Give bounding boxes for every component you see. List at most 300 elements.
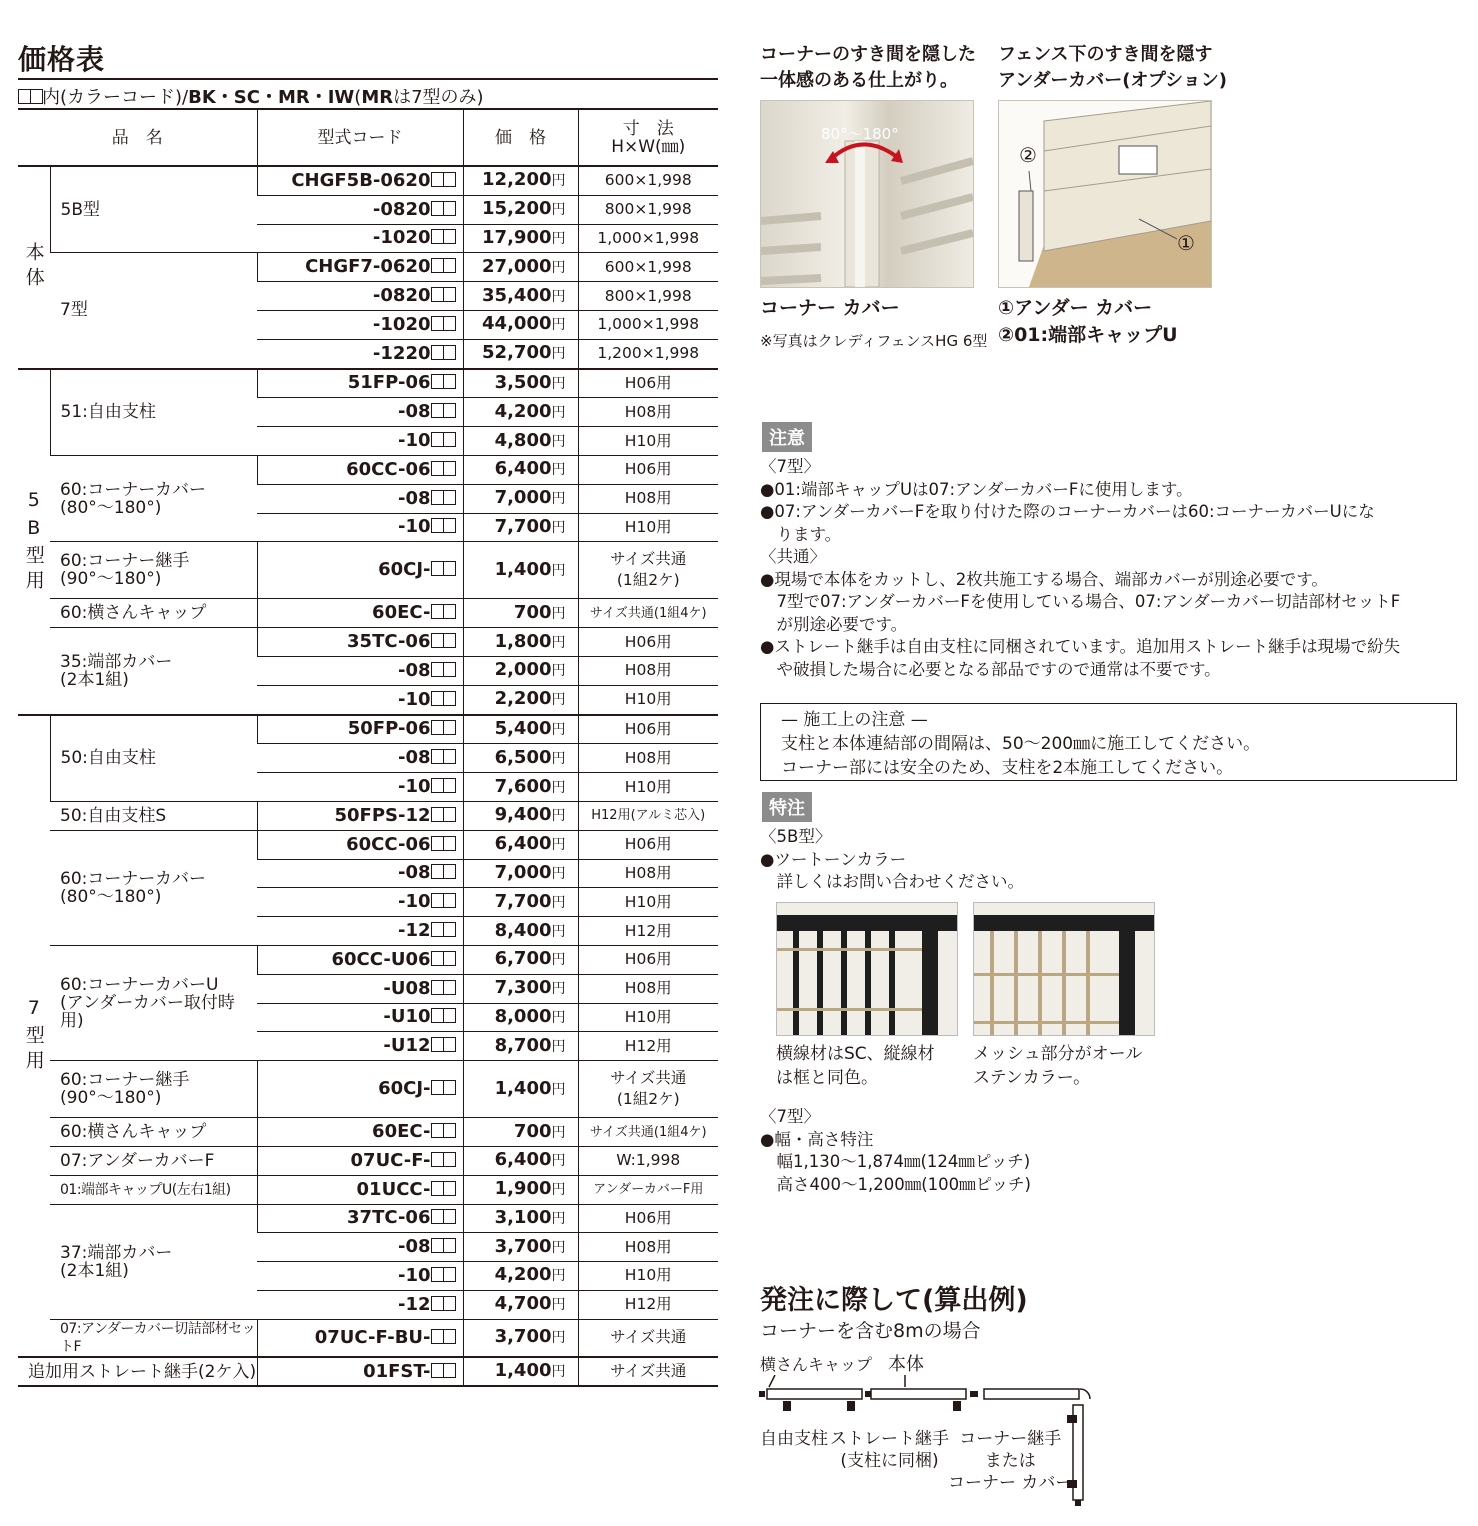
model-code [257, 685, 463, 714]
price-value: 3,700 [494, 1326, 552, 1348]
color-box-icon [443, 893, 456, 908]
photo2-caption: フェンス下のすき間を隠す アンダーカバー(オプション) [998, 44, 1228, 91]
price-cell [463, 888, 578, 917]
price-value: 4,200 [494, 1264, 552, 1286]
model-code [257, 339, 463, 368]
two-tone-photo-b [973, 902, 1155, 1036]
model-code [257, 1003, 463, 1032]
model-code-text: -08 [397, 747, 431, 769]
model-code-text: 50FP-06 [347, 718, 431, 740]
yen-unit: 円 [551, 1081, 566, 1098]
product-name: 37:端部カバー (2本1組) [50, 1204, 257, 1319]
price-value: 3,700 [494, 1235, 552, 1257]
table-row [18, 455, 718, 484]
model-code-text: -10 [397, 1264, 431, 1286]
price-cell [463, 1204, 578, 1233]
price-value: 700 [513, 1120, 552, 1142]
price-cell [463, 656, 578, 685]
model-code-text: -12 [397, 1293, 431, 1315]
price-cell [463, 339, 578, 368]
model-code [257, 945, 463, 974]
color-box-icon [443, 201, 456, 216]
dimension-cell: H08用 [578, 744, 718, 773]
dimension-cell: サイズ共通 [578, 1357, 718, 1387]
dimension-cell: サイズ共通(1組4ケ) [578, 599, 718, 628]
product-name: 5B型 [50, 166, 257, 253]
color-box-icon [443, 1037, 456, 1052]
color-box-icon [443, 749, 456, 764]
dimension-cell: H10用 [578, 1262, 718, 1291]
table-row [18, 801, 718, 830]
color-box-icon [443, 604, 456, 619]
model-code-text: -0820 [372, 285, 431, 307]
caution-text: 〈7型〉 ●01:端部キャップUは07:アンダーカバーFに使用します。 ●07:アンダーカバーFを取り付けた際のコーナーカバーは60:コーナーカバーUにな ります。 〈共通〉 ●現場で本体をカットし、2枚共施工する場合、端部カバーが別途必要です。 7型で07:アンダーカバーFを使用している場合、07:アンダーカバー切詰部材セットF が別途必要です。 ●ストレート継手は自由支柱に同梱されています。追加用ストレート継手は現場で紛失 や破損した場合に必要となる部品ですので通常は不要です。 [760, 457, 1401, 679]
price-cell [463, 484, 578, 513]
price-cell [463, 310, 578, 339]
yen-unit: 円 [551, 692, 566, 709]
table-header-row [18, 109, 718, 166]
price-cell [463, 830, 578, 859]
price-value: 3,100 [494, 1206, 552, 1228]
model-code [257, 282, 463, 311]
price-value: 6,500 [494, 746, 552, 768]
price-cell [463, 542, 578, 599]
model-code-text: -U08 [383, 977, 431, 999]
color-box-icon [443, 461, 456, 476]
header-price: 価 格 [463, 109, 578, 166]
yen-unit: 円 [551, 1297, 566, 1314]
color-box-icon [443, 345, 456, 360]
fence-sample-a-illustration [777, 903, 957, 1035]
photo1-note: ※写真はクレディフェンスHG 6型 [760, 332, 988, 350]
model-code-text: 07UC-F-BU- [314, 1326, 431, 1348]
price-value: 52,700 [482, 342, 552, 364]
dimension-cell: H06用 [578, 455, 718, 484]
model-code [257, 455, 463, 484]
price-cell [463, 1319, 578, 1357]
model-code [257, 599, 463, 628]
dimension-cell: 1,000×1,998 [578, 310, 718, 339]
dimension-cell: H10用 [578, 513, 718, 542]
corner-cover-photo [760, 100, 974, 288]
order-title: 発注に際して(算出例) [760, 1285, 1028, 1316]
model-code [257, 1061, 463, 1118]
dimension-cell: H08用 [578, 974, 718, 1003]
price-value: 6,400 [494, 1149, 552, 1171]
model-code-text: -10 [397, 688, 431, 710]
model-code [257, 1233, 463, 1262]
color-box-icon [443, 172, 456, 187]
dimension-cell: サイズ共通 (1組2ケ) [578, 1061, 718, 1118]
yen-unit: 円 [551, 923, 566, 940]
dimension-cell: H08用 [578, 484, 718, 513]
header-name: 品 名 [18, 109, 257, 166]
dimension-cell: 800×1,998 [578, 195, 718, 224]
category-cell: 7型用 [18, 715, 50, 1357]
category-cell: 5B型用 [18, 369, 50, 715]
dimension-cell: H06用 [578, 945, 718, 974]
price-value: 8,400 [494, 919, 552, 941]
special-tag: 特注 [762, 792, 812, 822]
yen-unit: 円 [551, 562, 566, 579]
model-code-text: 35TC-06 [347, 631, 431, 653]
model-code [257, 398, 463, 427]
price-cell [463, 945, 578, 974]
model-code [257, 917, 463, 946]
model-code [257, 1319, 463, 1357]
price-value: 5,400 [494, 717, 552, 739]
title-rule [18, 78, 718, 80]
color-box-icon [443, 258, 456, 273]
dimension-cell: H06用 [578, 715, 718, 744]
price-value: 7,700 [494, 890, 552, 912]
color-box-icon [443, 316, 456, 331]
model-code [257, 1118, 463, 1147]
construction-note-title: — 施工上の注意 — [781, 710, 928, 730]
photo1-caption: コーナーのすき間を隠した 一体感のある仕上がり。 [760, 44, 976, 91]
price-value: 4,700 [494, 1293, 552, 1315]
color-box-icon [443, 922, 456, 937]
color-box-icon [443, 403, 456, 418]
model-code-text: CHGF5B-0620 [291, 169, 431, 191]
product-name: 01:端部キャップU(左右1組) [50, 1175, 257, 1204]
dimension-cell: 800×1,998 [578, 282, 718, 311]
model-code-text: 60EC- [372, 602, 431, 624]
yen-unit: 円 [551, 1239, 566, 1256]
price-cell [463, 1357, 578, 1387]
label-corner: コーナー継手 または コーナー カバー [948, 1429, 1073, 1493]
model-code [257, 224, 463, 253]
model-code [257, 974, 463, 1003]
price-cell [463, 773, 578, 802]
model-code [257, 801, 463, 830]
price-value: 1,800 [494, 630, 552, 652]
model-code [257, 1290, 463, 1319]
yen-unit: 円 [551, 404, 566, 421]
dimension-cell: H10用 [578, 773, 718, 802]
table-row [18, 542, 718, 599]
model-code-text: -1220 [372, 342, 431, 364]
color-box-icon [443, 1363, 456, 1378]
price-value: 4,200 [494, 400, 552, 422]
color-box-icon [443, 691, 456, 706]
price-cell [463, 1003, 578, 1032]
table-row [18, 945, 718, 974]
model-code-text: -1020 [372, 313, 431, 335]
model-code-text: 60EC- [372, 1121, 431, 1142]
price-cell [463, 685, 578, 714]
table-row [18, 1204, 718, 1233]
price-value: 1,400 [494, 1077, 552, 1099]
fence-sample-b-illustration [974, 903, 1154, 1035]
yen-unit: 円 [551, 491, 566, 508]
special-text: 〈5B型〉 ●ツートーンカラー 詳しくはお問い合わせください。 [760, 827, 1024, 891]
yen-unit: 円 [551, 634, 566, 651]
color-box-icon [443, 518, 456, 533]
yen-unit: 円 [551, 865, 566, 882]
model-code-text: -08 [397, 487, 431, 509]
model-code-text: -U10 [383, 1006, 431, 1028]
model-code [257, 1146, 463, 1175]
table-row [18, 599, 718, 628]
product-name: 7型 [50, 253, 257, 369]
color-code-note: 内(カラーコード)/BK・SC・MR・IW(MRは7型のみ) [18, 83, 484, 109]
table-row [18, 1357, 718, 1387]
yen-unit: 円 [551, 779, 566, 796]
category-cell: 本体 [18, 166, 50, 369]
model-code [257, 1262, 463, 1291]
price-value: 4,800 [494, 429, 552, 451]
model-code-text: 51FP-06 [347, 372, 431, 394]
dimension-cell: 600×1,998 [578, 253, 718, 282]
model-code [257, 888, 463, 917]
price-value: 8,700 [494, 1034, 552, 1056]
color-box-icon [443, 951, 456, 966]
yen-unit: 円 [551, 375, 566, 392]
table-row [18, 1146, 718, 1175]
model-code [257, 628, 463, 657]
price-cell [463, 599, 578, 628]
price-cell [463, 166, 578, 195]
model-code-text: 60CJ- [378, 1078, 431, 1100]
model-code-text: -08 [397, 659, 431, 681]
table-row [18, 628, 718, 657]
model-code-text: 60CJ- [378, 559, 431, 581]
yen-unit: 円 [551, 605, 566, 622]
dimension-cell: H12用(アルミ芯入) [578, 801, 718, 830]
price-cell [463, 282, 578, 311]
color-box-icon [443, 807, 456, 822]
model-code [257, 773, 463, 802]
dimension-cell: H12用 [578, 1032, 718, 1061]
price-value: 1,400 [494, 1360, 552, 1382]
price-table [18, 108, 718, 1387]
model-code [257, 310, 463, 339]
yen-unit: 円 [551, 1124, 566, 1141]
yen-unit: 円 [551, 894, 566, 911]
price-cell [463, 1290, 578, 1319]
price-value: 15,200 [482, 198, 552, 220]
price-cell [463, 1032, 578, 1061]
table-row [18, 830, 718, 859]
yen-unit: 円 [551, 259, 566, 276]
price-value: 7,000 [494, 861, 552, 883]
dimension-cell: H06用 [578, 369, 718, 398]
price-value: 7,700 [494, 515, 552, 537]
table-row [18, 1175, 718, 1204]
construction-note-line2: コーナー部には安全のため、支柱を2本施工してください。 [781, 758, 1234, 778]
dimension-cell: サイズ共通 [578, 1319, 718, 1357]
price-value: 17,900 [482, 226, 552, 248]
color-box-icon [443, 662, 456, 677]
price-value: 700 [513, 601, 552, 623]
price-cell [463, 628, 578, 657]
price-value: 3,500 [494, 371, 552, 393]
model-code [257, 369, 463, 398]
dimension-cell: H06用 [578, 830, 718, 859]
model-code-text: -10 [397, 891, 431, 913]
dimension-cell: 1,200×1,998 [578, 339, 718, 368]
model-code [257, 253, 463, 282]
dimension-cell: H06用 [578, 1204, 718, 1233]
model-code-text: -10 [397, 430, 431, 452]
color-box-icon [443, 490, 456, 505]
photo2-label2: ②01:端部キャップU [998, 324, 1178, 346]
price-cell [463, 224, 578, 253]
color-box-icon [443, 1152, 456, 1167]
price-cell [463, 427, 578, 456]
yen-unit: 円 [551, 721, 566, 738]
color-box-icon [443, 1329, 456, 1344]
table-row [18, 1118, 718, 1147]
price-cell [463, 253, 578, 282]
label-joint: ストレート継手 (支柱に同梱) [830, 1429, 949, 1471]
label-post: 自由支柱 [760, 1429, 828, 1449]
price-value: 8,000 [494, 1005, 552, 1027]
price-cell [463, 744, 578, 773]
model-code [257, 1032, 463, 1061]
yen-unit: 円 [551, 1330, 566, 1347]
price-value: 6,400 [494, 833, 552, 855]
table-row [18, 715, 718, 744]
model-code [257, 715, 463, 744]
header-code: 型式コード [257, 109, 463, 166]
price-cell [463, 1233, 578, 1262]
dimension-cell: 1,000×1,998 [578, 224, 718, 253]
color-box-icon [443, 1080, 456, 1095]
yen-unit: 円 [551, 1038, 566, 1055]
model-code [257, 513, 463, 542]
product-name: 07:アンダーカバーF [50, 1146, 257, 1175]
special-text-7: 〈7型〉 ●幅・高さ特注 幅1,130〜1,874㎜(124㎜ピッチ) 高さ400〜1,200㎜(100㎜ピッチ) [760, 1107, 1031, 1194]
product-name: 50:自由支柱S [50, 801, 257, 830]
color-box-icon [443, 229, 456, 244]
product-name: 35:端部カバー (2本1組) [50, 628, 257, 715]
price-value: 35,400 [482, 284, 552, 306]
photo-a-caption: 横線材はSC、縦線材 は框と同色。 [776, 1044, 935, 1088]
color-box-icon [443, 374, 456, 389]
product-name: 60:コーナーカバーU (アンダーカバー取付時用) [50, 945, 257, 1060]
dimension-cell: H06用 [578, 628, 718, 657]
yen-unit: 円 [551, 837, 566, 854]
price-value: 2,000 [494, 659, 552, 681]
color-box-icon [443, 1296, 456, 1311]
price-value: 7,600 [494, 775, 552, 797]
dimension-cell: H10用 [578, 1003, 718, 1032]
price-cell [463, 1061, 578, 1118]
page-title: 価格表 [18, 43, 106, 76]
model-code [257, 830, 463, 859]
price-cell [463, 917, 578, 946]
price-value: 6,700 [494, 948, 552, 970]
price-cell [463, 859, 578, 888]
product-name: 60:コーナー継手 (90°〜180°) [50, 1061, 257, 1118]
model-code [257, 1357, 463, 1387]
model-code [257, 195, 463, 224]
dimension-cell: H08用 [578, 398, 718, 427]
model-code-text: 60CC-06 [346, 458, 431, 480]
price-cell [463, 1175, 578, 1204]
two-tone-photo-a [776, 902, 958, 1036]
price-value: 7,000 [494, 487, 552, 509]
model-code-text: 60CC-U06 [331, 948, 431, 970]
color-box-icon [443, 1123, 456, 1138]
color-box-icon [443, 633, 456, 648]
color-box-icon [443, 561, 456, 576]
price-cell [463, 974, 578, 1003]
photo-b-caption: メッシュ部分がオール ステンカラー。 [973, 1044, 1143, 1088]
color-box-icon [443, 720, 456, 735]
photo1-label: コーナー カバー [760, 297, 900, 319]
price-cell [463, 513, 578, 542]
model-code-text: -10 [397, 776, 431, 798]
price-cell [463, 715, 578, 744]
model-code-text: -12 [397, 920, 431, 942]
yen-unit: 円 [551, 1153, 566, 1170]
color-box-icon [443, 1209, 456, 1224]
product-name: 51:自由支柱 [50, 369, 257, 456]
price-value: 1,400 [494, 558, 552, 580]
yen-unit: 円 [551, 1268, 566, 1285]
table-row [18, 253, 718, 282]
product-name: 60:コーナー継手 (90°〜180°) [50, 542, 257, 599]
yen-unit: 円 [551, 288, 566, 305]
yen-unit: 円 [551, 230, 566, 247]
yen-unit: 円 [551, 462, 566, 479]
table-row [18, 369, 718, 398]
color-box-icon [443, 432, 456, 447]
yen-unit: 円 [551, 981, 566, 998]
model-code [257, 1204, 463, 1233]
marker-2: ② [1019, 143, 1037, 167]
color-box-icon [443, 836, 456, 851]
model-code [257, 656, 463, 685]
price-value: 9,400 [494, 804, 552, 826]
price-cell [463, 455, 578, 484]
yen-unit: 円 [551, 1210, 566, 1227]
marker-1: ① [1177, 231, 1195, 255]
price-value: 2,200 [494, 688, 552, 710]
dimension-cell: サイズ共通(1組4ケ) [578, 1118, 718, 1147]
model-code-text: -08 [397, 862, 431, 884]
dimension-cell: サイズ共通 (1組2ケ) [578, 542, 718, 599]
model-code [257, 744, 463, 773]
price-cell [463, 1118, 578, 1147]
dimension-cell: H08用 [578, 1233, 718, 1262]
model-code-text: -0820 [372, 198, 431, 220]
table-row [18, 1061, 718, 1118]
price-value: 44,000 [482, 313, 552, 335]
product-name: 50:自由支柱 [50, 715, 257, 802]
model-code-text: -U12 [383, 1035, 431, 1057]
model-code-text: 07UC-F- [350, 1149, 431, 1171]
model-code-text: 60CC-06 [346, 833, 431, 855]
model-code-text: -08 [397, 1236, 431, 1258]
product-name: 60:横さんキャップ [50, 599, 257, 628]
under-cover-photo [998, 100, 1212, 288]
model-code [257, 1175, 463, 1204]
yen-unit: 円 [551, 317, 566, 334]
color-box-icon [443, 1008, 456, 1023]
under-cover-illustration [999, 101, 1211, 287]
header-dim: 寸 法 H×W(㎜) [578, 109, 718, 166]
dimension-cell: H08用 [578, 656, 718, 685]
model-code-text: CHGF7-0620 [305, 256, 431, 278]
dimension-cell: アンダーカバーF用 [578, 1175, 718, 1204]
model-code [257, 859, 463, 888]
model-code [257, 542, 463, 599]
yen-unit: 円 [551, 952, 566, 969]
